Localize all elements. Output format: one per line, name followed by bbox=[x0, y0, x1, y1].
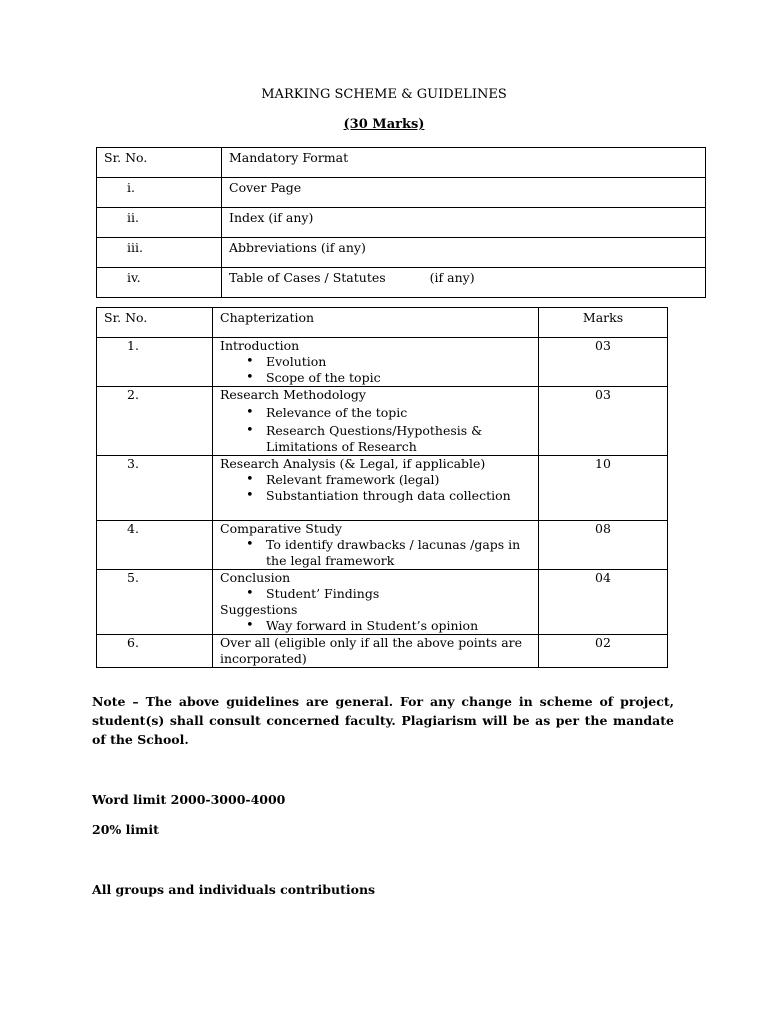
row-number: 4. bbox=[97, 521, 213, 570]
chapter-bullets bbox=[220, 618, 531, 634]
row-number: 3. bbox=[97, 456, 213, 521]
list-item: • Way forward in Student’s opinion bbox=[266, 618, 531, 634]
header-cell-sr-no: Sr. No. bbox=[97, 308, 213, 338]
note-paragraph: Note – The above guidelines are general. For any change in scheme of project, student(s) shall consult concerned faculty. Plagiarism will be as per the mandate of the School. bbox=[92, 694, 674, 747]
header-cell-sr-no: Sr. No. bbox=[97, 148, 222, 178]
list-item: • Evolution bbox=[266, 354, 531, 370]
chapter-title: Research Analysis (& Legal, if applicable) bbox=[220, 456, 486, 471]
word-limit-text: Word limit 2000-3000-4000 bbox=[92, 792, 286, 807]
row-number: 1. bbox=[97, 338, 213, 387]
header-cell-format: Mandatory Format bbox=[222, 148, 706, 178]
chapter-title: Conclusion bbox=[220, 570, 291, 585]
row-chapter bbox=[213, 456, 539, 521]
contributions-text: All groups and individuals contributions bbox=[92, 882, 376, 897]
row-chapter bbox=[213, 521, 539, 570]
list-item: • To identify drawbacks / lacunas /gaps in the legal framework bbox=[266, 537, 531, 569]
table-row bbox=[97, 635, 668, 668]
chapter-bullets bbox=[220, 537, 531, 569]
list-item: • Student’ Findings bbox=[266, 586, 531, 602]
row-marks: 03 bbox=[539, 338, 668, 387]
row-marks: 04 bbox=[539, 570, 668, 635]
list-item: • Relevance of the topic bbox=[266, 405, 531, 421]
row-marks: 10 bbox=[539, 456, 668, 521]
mandatory-format-table bbox=[96, 147, 706, 298]
header-cell-chapterization: Chapterization bbox=[213, 308, 539, 338]
row-chapter: Over all (eligible only if all the above points are incorporated) bbox=[213, 635, 539, 668]
row-number: ii. bbox=[97, 208, 222, 238]
header-cell-marks: Marks bbox=[539, 308, 668, 338]
row-number: 5. bbox=[97, 570, 213, 635]
table-row bbox=[97, 456, 668, 521]
row-format: Index (if any) bbox=[222, 208, 706, 238]
row-marks: 03 bbox=[539, 387, 668, 456]
row-format: Table of Cases / Statutes (if any) bbox=[222, 268, 706, 298]
chapter-title: Comparative Study bbox=[220, 521, 342, 536]
row-number: 6. bbox=[97, 635, 213, 668]
list-item: • Scope of the topic bbox=[266, 370, 531, 386]
chapterization-table bbox=[96, 307, 668, 668]
table-row bbox=[97, 208, 706, 238]
table-row bbox=[97, 387, 668, 456]
chapter-bullets bbox=[220, 405, 531, 455]
chapter-title: Introduction bbox=[220, 338, 300, 353]
row-format-suffix: (if any) bbox=[429, 270, 475, 285]
table-row bbox=[97, 238, 706, 268]
row-number: 2. bbox=[97, 387, 213, 456]
chapter-bullets bbox=[220, 586, 531, 602]
list-item: • Research Questions/Hypothesis & Limitations of Research bbox=[266, 423, 531, 455]
table-row bbox=[97, 268, 706, 298]
row-number: iii. bbox=[97, 238, 222, 268]
table-row bbox=[97, 570, 668, 635]
chapter-bullets bbox=[220, 354, 531, 386]
chapter-bullets bbox=[220, 472, 531, 504]
row-number: iv. bbox=[97, 268, 222, 298]
table-header-row bbox=[97, 308, 668, 338]
row-format: Abbreviations (if any) bbox=[222, 238, 706, 268]
chapter-title: Research Methodology bbox=[220, 387, 366, 402]
list-item: • Relevant framework (legal) bbox=[266, 472, 531, 488]
table-row bbox=[97, 338, 668, 387]
row-number: i. bbox=[97, 178, 222, 208]
percent-limit-text: 20% limit bbox=[92, 822, 159, 837]
row-chapter bbox=[213, 387, 539, 456]
list-item: • Substantiation through data collection bbox=[266, 488, 531, 504]
table-header-row bbox=[97, 148, 706, 178]
row-marks: 08 bbox=[539, 521, 668, 570]
row-chapter bbox=[213, 338, 539, 387]
table-row bbox=[97, 521, 668, 570]
row-chapter bbox=[213, 570, 539, 635]
chapter-subtitle: Suggestions bbox=[220, 602, 298, 617]
table-row bbox=[97, 178, 706, 208]
row-format: Cover Page bbox=[222, 178, 706, 208]
row-marks: 02 bbox=[539, 635, 668, 668]
page-subtitle: (30 Marks) bbox=[343, 117, 425, 132]
page-title: MARKING SCHEME & GUIDELINES bbox=[261, 87, 507, 102]
